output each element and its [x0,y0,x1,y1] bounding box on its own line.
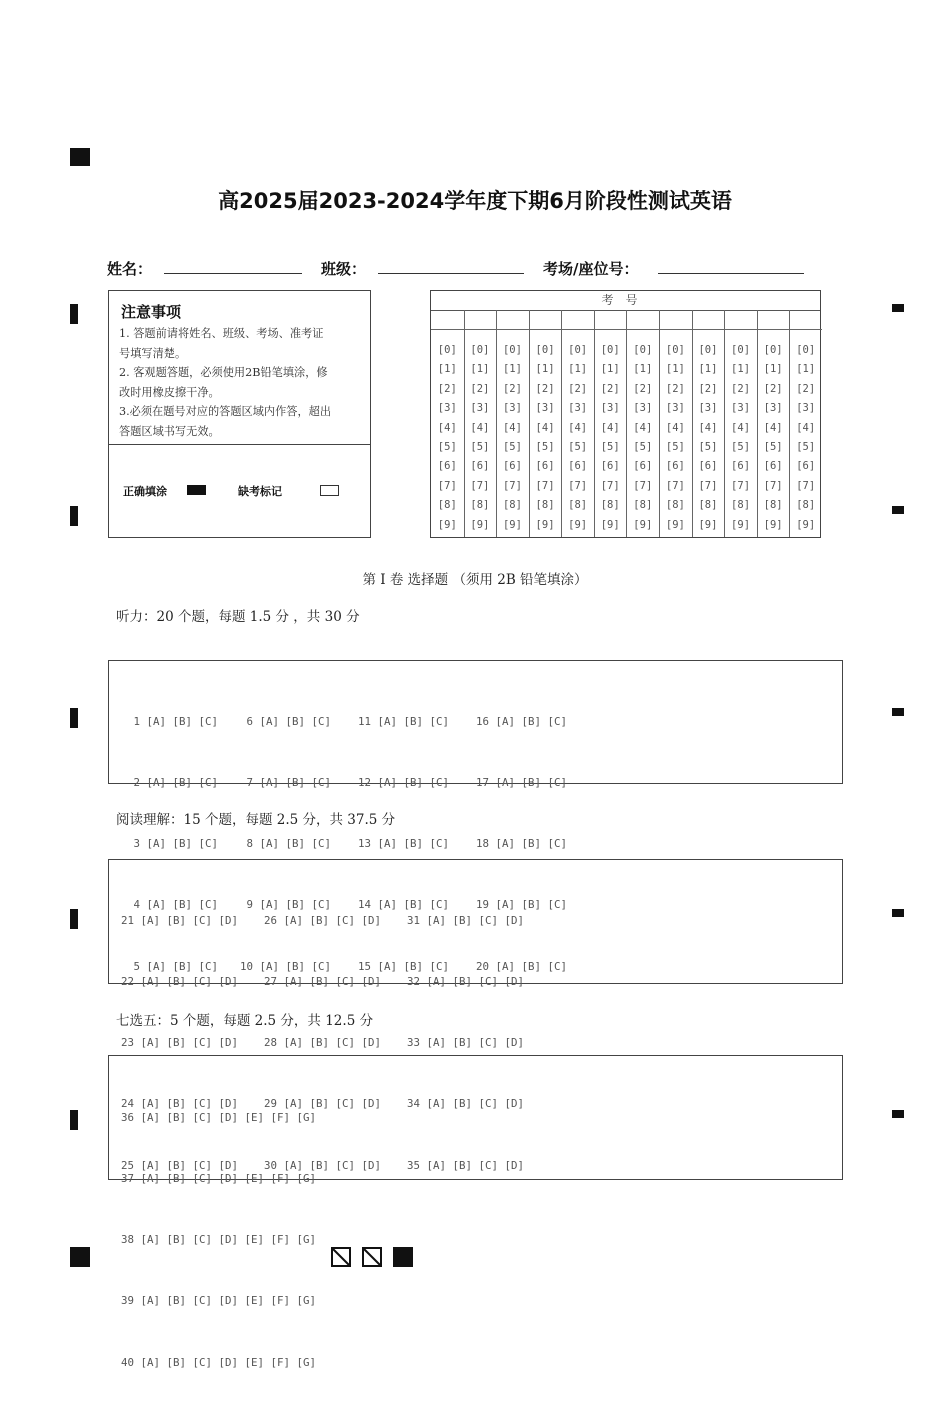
exam-id-digit-bubbles [529,341,562,535]
digit-bubble[interactable]: [0] [665,344,685,356]
digit-bubble[interactable]: [5] [600,441,620,454]
answer-column [121,1067,316,1414]
exam-id-digit-bubbles [724,341,757,535]
digit-bubble[interactable]: [8] [470,499,490,512]
registration-mark-bottom-left [70,1247,90,1267]
answer-row[interactable]: 36 [A] [B] [C] [D] [E] [F] [G] [121,1110,317,1124]
digit-bubble[interactable]: [4] [600,421,620,434]
digit-bubble[interactable]: [1] [470,363,490,376]
digit-bubble[interactable]: [5] [698,441,718,454]
answer-row[interactable]: 22 [A] [B] [C] [D] [121,975,239,989]
digit-bubble[interactable]: [5] [796,441,816,454]
page-code-box-filled [393,1247,413,1267]
exam-id-column [757,310,791,537]
notice-text [119,324,359,441]
exam-id-write-cell[interactable] [659,310,692,330]
answer-row[interactable]: 37 [A] [B] [C] [D] [E] [F] [G] [121,1172,317,1186]
registration-mark-top-left [70,148,90,166]
answer-row[interactable]: 27 [A] [B] [C] [D] [264,975,382,989]
page-code-box-crossed [331,1247,351,1267]
notice-box [108,290,371,538]
digit-bubble[interactable]: [7] [796,479,816,492]
digit-bubble[interactable]: [4] [470,421,490,434]
exam-id-write-cell[interactable] [431,310,464,330]
digit-bubble[interactable]: [2] [796,382,816,395]
exam-id-column [659,310,693,537]
digit-bubble[interactable]: [5] [437,441,457,454]
digit-bubble[interactable]: [5] [502,441,522,454]
digit-bubble[interactable]: [8] [796,499,816,512]
answer-row[interactable]: 25 [A] [B] [C] [D] [121,1158,239,1172]
timing-mark-left [70,1110,78,1130]
digit-bubble[interactable]: [6] [633,460,653,473]
digit-bubble[interactable]: [4] [665,421,685,434]
exam-id-digit-bubbles [789,341,822,535]
digit-bubble[interactable]: [0] [568,344,588,356]
digit-bubble[interactable]: [4] [535,421,555,434]
seat-field[interactable] [658,273,804,274]
exam-id-write-cell[interactable] [561,310,594,330]
digit-bubble[interactable]: [2] [600,382,620,395]
digit-bubble[interactable]: [7] [470,479,490,492]
digit-bubble[interactable]: [6] [437,460,457,473]
seat-label: 考场/座位号： [543,260,639,278]
digit-bubble[interactable]: [0] [437,344,457,356]
digit-bubble[interactable]: [1] [568,363,588,376]
digit-bubble[interactable]: [3] [502,402,522,415]
answer-row[interactable]: 4 [A] [B] [C] [127,898,219,912]
digit-bubble[interactable]: [8] [763,499,783,512]
answer-row[interactable]: 40 [A] [B] [C] [D] [E] [F] [G] [121,1355,317,1369]
correct-fill-sample [187,485,206,495]
timing-mark-right [892,909,904,917]
answer-row[interactable]: 3 [A] [B] [C] [127,837,219,851]
exam-id-column [431,310,465,537]
exam-id-write-cell[interactable] [529,310,562,330]
digit-bubble[interactable]: [4] [437,421,457,434]
answer-row[interactable]: 29 [A] [B] [C] [D] [264,1097,382,1111]
digit-bubble[interactable]: [2] [470,382,490,395]
digit-bubble[interactable]: [7] [600,479,620,492]
digit-bubble[interactable]: [3] [600,402,620,415]
digit-bubble[interactable]: [3] [633,402,653,415]
answer-row[interactable]: 23 [A] [B] [C] [D] [121,1036,239,1050]
digit-bubble[interactable]: [7] [731,479,751,492]
notice-line: 号填写清楚。 [119,346,187,360]
digit-bubble[interactable]: [3] [698,402,718,415]
exam-id-digit-bubbles [627,341,660,535]
notice-line: 1. 答题前请将姓名、班级、考场、准考证 [119,327,324,340]
digit-bubble[interactable]: [6] [763,460,783,473]
exam-id-digit-bubbles [659,341,692,535]
digit-bubble[interactable]: [5] [568,441,588,454]
digit-bubble[interactable]: [3] [470,402,490,415]
answer-row[interactable]: 24 [A] [B] [C] [D] [121,1097,239,1111]
timing-mark-left [70,708,78,728]
exam-id-grid [430,290,821,538]
digit-bubble[interactable]: [3] [535,402,555,415]
digit-bubble[interactable]: [6] [698,460,718,473]
digit-bubble[interactable]: [2] [502,382,522,395]
class-field[interactable] [378,273,524,274]
answer-row[interactable]: 38 [A] [B] [C] [D] [E] [F] [G] [121,1233,317,1247]
digit-bubble[interactable]: [6] [502,460,522,473]
digit-bubble[interactable]: [2] [437,382,457,395]
digit-bubble[interactable]: [7] [437,479,457,492]
exam-id-digit-bubbles [561,341,594,535]
digit-bubble[interactable]: [0] [600,344,620,356]
digit-bubble[interactable]: [4] [568,421,588,434]
digit-bubble[interactable]: [5] [763,441,783,454]
digit-bubble[interactable]: [9] [698,518,718,531]
answer-row[interactable]: 15 [A] [B] [C] [358,959,450,973]
digit-bubble[interactable]: [5] [633,441,653,454]
digit-bubble[interactable]: [9] [633,518,653,531]
page-title: 高2025届2023-2024学年度下期6月阶段性测试英语 [218,189,732,213]
exam-id-column [594,310,628,537]
digit-bubble[interactable]: [0] [796,344,816,356]
digit-bubble[interactable]: [4] [633,421,653,434]
exam-id-column [692,310,726,537]
exam-id-header: 考号 [431,291,820,311]
answer-row[interactable]: 35 [A] [B] [C] [D] [407,1158,525,1172]
digit-bubble[interactable]: [2] [763,382,783,395]
digit-bubble[interactable]: [9] [731,518,751,531]
listening-label: 听力：20 个题，每题 1.5 分 ，共 30 分 [116,609,360,625]
digit-bubble[interactable]: [0] [731,344,751,356]
digit-bubble[interactable]: [9] [568,518,588,531]
digit-bubble[interactable]: [5] [665,441,685,454]
answer-row[interactable]: 14 [A] [B] [C] [358,898,450,912]
answer-row[interactable]: 12 [A] [B] [C] [358,776,450,790]
timing-mark-left [70,506,78,526]
digit-bubble[interactable]: [8] [698,499,718,512]
digit-bubble[interactable]: [7] [502,479,522,492]
digit-bubble[interactable]: [9] [763,518,783,531]
digit-bubble[interactable]: [0] [470,344,490,356]
answer-row[interactable]: 9 [A] [B] [C] [240,898,332,912]
digit-bubble[interactable]: [2] [633,382,653,395]
notice-line: 2. 客观题答题，必须使用2B铅笔填涂，修 [119,366,328,379]
digit-bubble[interactable]: [7] [535,479,555,492]
timing-mark-right [892,708,904,716]
digit-bubble[interactable]: [9] [535,518,555,531]
answer-row[interactable]: 18 [A] [B] [C] [476,837,568,851]
answer-row[interactable]: 5 [A] [B] [C] [127,959,219,973]
notice-line: 改时用橡皮擦干净。 [119,385,220,399]
digit-bubble[interactable]: [1] [763,363,783,376]
digit-bubble[interactable]: [8] [600,499,620,512]
digit-bubble[interactable]: [5] [535,441,555,454]
page-code-box-crossed [362,1247,382,1267]
digit-bubble[interactable]: [2] [568,382,588,395]
digit-bubble[interactable]: [1] [698,363,718,376]
answer-row[interactable]: 32 [A] [B] [C] [D] [407,975,525,989]
timing-mark-right [892,1110,904,1118]
digit-bubble[interactable]: [1] [731,363,751,376]
timing-mark-right [892,506,904,514]
reading-label: 阅读理解：15 个题，每题 2.5 分，共 37.5 分 [116,812,396,828]
digit-bubble[interactable]: [9] [665,518,685,531]
digit-bubble[interactable]: [3] [437,402,457,415]
exam-id-digit-bubbles [594,341,627,535]
exam-id-column [529,310,563,537]
answer-row[interactable]: 31 [A] [B] [C] [D] [407,913,525,927]
exam-id-column [561,310,595,537]
digit-bubble[interactable]: [8] [568,499,588,512]
name-field[interactable] [164,273,302,274]
answer-row[interactable]: 16 [A] [B] [C] [476,714,568,728]
digit-bubble[interactable]: [7] [665,479,685,492]
answer-row[interactable]: 8 [A] [B] [C] [240,837,332,851]
answer-row[interactable]: 30 [A] [B] [C] [D] [264,1158,382,1172]
digit-bubble[interactable]: [8] [502,499,522,512]
digit-bubble[interactable]: [5] [731,441,751,454]
exam-id-column [496,310,530,537]
digit-bubble[interactable]: [1] [796,363,816,376]
digit-bubble[interactable]: [7] [698,479,718,492]
digit-bubble[interactable]: [0] [633,344,653,356]
answer-row[interactable]: 19 [A] [B] [C] [476,898,568,912]
answer-row[interactable]: 11 [A] [B] [C] [358,714,450,728]
digit-bubble[interactable]: [5] [470,441,490,454]
exam-id-write-cell[interactable] [464,310,497,330]
answer-row[interactable]: 10 [A] [B] [C] [240,959,332,973]
digit-bubble[interactable]: [3] [796,402,816,415]
exam-id-digit-bubbles [431,341,464,535]
digit-bubble[interactable]: [0] [698,344,718,356]
exam-id-digit-bubbles [692,341,725,535]
digit-bubble[interactable]: [0] [763,344,783,356]
notice-line: 答题区域书写无效。 [119,424,220,438]
digit-bubble[interactable]: [4] [763,421,783,434]
digit-bubble[interactable]: [9] [470,518,490,531]
crossed-box-icon [362,1247,382,1267]
digit-bubble[interactable]: [2] [665,382,685,395]
digit-bubble[interactable]: [9] [437,518,457,531]
digit-bubble[interactable]: [4] [502,421,522,434]
digit-bubble[interactable]: [8] [633,499,653,512]
exam-id-column [724,310,758,537]
answer-row[interactable]: 21 [A] [B] [C] [D] [121,913,239,927]
digit-bubble[interactable]: [6] [568,460,588,473]
digit-bubble[interactable]: [8] [437,499,457,512]
digit-bubble[interactable]: [6] [731,460,751,473]
exam-id-digit-bubbles [464,341,497,535]
digit-bubble[interactable]: [2] [535,382,555,395]
answer-row[interactable]: 33 [A] [B] [C] [D] [407,1036,525,1050]
exam-id-write-cell[interactable] [789,310,822,330]
timing-mark-left [70,304,78,324]
exam-id-write-cell[interactable] [594,310,627,330]
digit-bubble[interactable]: [7] [633,479,653,492]
digit-bubble[interactable]: [4] [731,421,751,434]
exam-id-column [627,310,661,537]
answer-row[interactable]: 28 [A] [B] [C] [D] [264,1036,382,1050]
digit-bubble[interactable]: [0] [502,344,522,356]
seven-choose-five-label: 七选五：5 个题，每题 2.5 分，共 12.5 分 [116,1013,374,1029]
answer-row[interactable]: 17 [A] [B] [C] [476,776,568,790]
digit-bubble[interactable]: [4] [698,421,718,434]
digit-bubble[interactable]: [8] [665,499,685,512]
digit-bubble[interactable]: [8] [731,499,751,512]
exam-id-write-cell[interactable] [757,310,790,330]
digit-bubble[interactable]: [2] [731,382,751,395]
digit-bubble[interactable]: [1] [665,363,685,376]
name-label: 姓名： [107,260,153,278]
digit-bubble[interactable]: [1] [502,363,522,376]
answer-row[interactable]: 6 [A] [B] [C] [240,714,332,728]
timing-mark-left [70,909,78,929]
correct-fill-label: 正确填涂 [123,485,167,498]
digit-bubble[interactable]: [6] [665,460,685,473]
notice-line: 3.必须在题号对应的答题区域内作答，超出 [119,405,332,418]
absent-mark-checkbox[interactable] [320,485,339,496]
exam-id-digit-bubbles [496,341,529,535]
digit-bubble[interactable]: [1] [633,363,653,376]
answer-row[interactable]: 2 [A] [B] [C] [127,776,219,790]
answer-row[interactable]: 26 [A] [B] [C] [D] [264,913,382,927]
digit-bubble[interactable]: [8] [535,499,555,512]
notice-divider [109,444,370,445]
digit-bubble[interactable]: [2] [698,382,718,395]
timing-mark-right [892,304,904,312]
digit-bubble[interactable]: [6] [796,460,816,473]
class-label: 班级： [321,260,367,278]
answer-row[interactable]: 1 [A] [B] [C] [127,714,219,728]
digit-bubble[interactable]: [4] [796,421,816,434]
digit-bubble[interactable]: [9] [796,518,816,531]
section-title: 第 I 卷 选择题 （须用 2B 铅笔填涂） [362,572,588,588]
digit-bubble[interactable]: [7] [763,479,783,492]
answer-row[interactable]: 13 [A] [B] [C] [358,837,450,851]
exam-id-column [789,310,822,537]
digit-bubble[interactable]: [1] [600,363,620,376]
digit-bubble[interactable]: [3] [731,402,751,415]
digit-bubble[interactable]: [3] [568,402,588,415]
digit-bubble[interactable]: [1] [437,363,457,376]
exam-id-digit-bubbles [757,341,790,535]
exam-id-write-cell[interactable] [724,310,757,330]
notice-title: 注意事项 [121,303,182,321]
digit-bubble[interactable]: [7] [568,479,588,492]
digit-bubble[interactable]: [1] [535,363,555,376]
absent-mark-label: 缺考标记 [238,485,282,498]
digit-bubble[interactable]: [6] [600,460,620,473]
digit-bubble[interactable]: [9] [502,518,522,531]
crossed-box-icon [331,1247,351,1267]
exam-id-write-cell[interactable] [692,310,725,330]
exam-id-write-cell[interactable] [627,310,660,330]
answer-row[interactable]: 7 [A] [B] [C] [240,776,332,790]
digit-bubble[interactable]: [3] [665,402,685,415]
digit-bubble[interactable]: [0] [535,344,555,356]
digit-bubble[interactable]: [3] [763,402,783,415]
seven-choose-five-answer-box [108,1055,843,1369]
answer-row[interactable]: 34 [A] [B] [C] [D] [407,1097,525,1111]
digit-bubble[interactable]: [6] [535,460,555,473]
digit-bubble[interactable]: [9] [600,518,620,531]
answer-row[interactable]: 39 [A] [B] [C] [D] [E] [F] [G] [121,1294,317,1308]
digit-bubble[interactable]: [6] [470,460,490,473]
exam-id-column [464,310,498,537]
exam-id-write-cell[interactable] [496,310,529,330]
answer-row[interactable]: 20 [A] [B] [C] [476,959,568,973]
